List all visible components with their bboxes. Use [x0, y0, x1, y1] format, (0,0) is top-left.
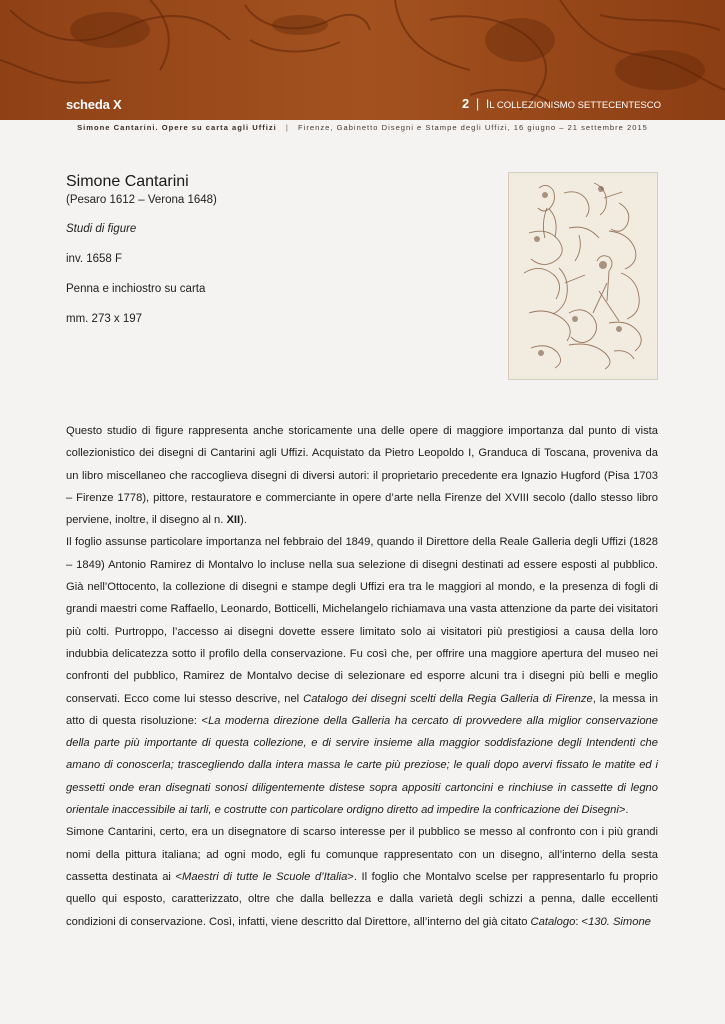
essay-body — [66, 420, 658, 933]
essay-p3-text: Simone Cantarini, certo, era un disegnatore di scarso interesse per il pubblico se messo al confronto con i più grandi nomi della pittura italiana; ad ogni modo, egli fu comunque rappresentato con un disegno, all’interno della sesta cassetta destinata ai < — [66, 826, 658, 883]
exhibition-venue-dates: Firenze, Gabinetto Disegni e Stampe degli Uffizi, 16 giugno – 21 settembre 2015 — [298, 123, 648, 132]
section-separator: | — [475, 96, 480, 111]
sketch-figures-image — [509, 173, 657, 379]
inventory-number: inv. 1658 F — [66, 253, 123, 265]
scheda-label: scheda X — [66, 97, 122, 112]
section-title-initial: I — [485, 97, 490, 111]
essay-p1-text: Questo studio di figure rappresenta anche storicamente una delle opere di maggiore importanza dal punto di vista collezionistico dei disegni di Cantarini agli Uffizi. Acquistato da Pietro Leopoldo I, Granduca di Toscana, proveniva da un libro miscellaneo che raccoglieva disegni di diversi autori: il proprietario precedente era Ignazio Hugford (Pisa 1703 – Firenze 1778), pittore, restauratore e commerciante in opere d’arte nella Firenze del XVIII secolo (dallo stesso libro perviene, inoltre, il disegno al n. — [66, 425, 658, 527]
essay-p1-end: ). — [240, 514, 247, 527]
drawing-number: XII — [226, 514, 241, 527]
drawing-thumbnail — [508, 172, 658, 380]
essay-p2-mid: , la messa in atto di questa risoluzione: < — [66, 692, 658, 727]
artist-name: Simone Cantarini — [66, 173, 189, 190]
dimensions: mm. 273 x 197 — [66, 313, 143, 325]
catalogo-ref: Catalogo — [530, 915, 576, 928]
essay-p3-tail: 130. Simone — [588, 915, 651, 928]
exhibition-subheader — [0, 120, 725, 138]
section-title — [462, 96, 661, 111]
section-title-rest: L COLLEZIONISMO SETTECENTESCO — [489, 100, 661, 111]
section-number: 2 — [462, 96, 470, 111]
medium: Penna e inchiostro su carta — [66, 283, 206, 295]
essay-p2-end: >. — [618, 804, 629, 817]
artist-dates: (Pesaro 1612 – Verona 1648) — [66, 194, 217, 206]
essay-p3-mid2: : < — [575, 915, 589, 928]
header-banner — [0, 0, 725, 120]
exhibition-title: Simone Cantarini. Opere su carta agli Uffizi — [77, 123, 277, 132]
essay-paragraph-1 — [66, 420, 658, 531]
subheader-separator: | — [285, 123, 289, 132]
montalvo-quote: La moderna direzione della Galleria ha cercato di provvedere alla miglior conservazione della parte più importante di questa collezione, e di servire insieme alla maggior soddisfazione degli Intendenti che amano di conoscerla; trascegliendo dalla intera massa le carte più preziose; le quali dopo avervi fissato le matite ed i gessetti onde eran disegnati sonosi diligentemente distese sopra appositi cartoncini e rinchiuse in cassette di legno orientale inaccessibile ai tarli, e costrutte con particolare ordigno diretto ad impedire la confricazione dei Disegni — [66, 714, 658, 817]
essay-p3-mid: >. Il foglio che Montalvo scelse per rappresentarlo fu proprio quello qui esposto, caratterizzato, oltre che dalla bellezza e dalla varietà degli schizzi a penna, dalle eccellenti condizioni di conservazione. Così, infatti, viene descritto dal Direttore, all’interno del già citato — [66, 870, 659, 928]
catalog-title: Catalogo dei disegni scelti della Regia Galleria di Firenze — [303, 692, 593, 705]
essay-paragraph-3 — [66, 821, 658, 932]
maestri-title: Maestri di tutte le Scuole d’Italia — [182, 870, 348, 883]
essay-p2-text: Il foglio assunse particolare importanza nel febbraio del 1849, quando il Direttore della Reale Galleria degli Uffizi (1828 – 1849) Antonio Ramirez di Montalvo lo incluse nella sua selezione di disegni destinati ad essere esposti al pubblico. Già nell’Ottocento, la collezione di disegni e stampe degli Uffizi era tra le maggiori al mondo, e la presenza di fogli di grandi maestri come Raffaello, Leonardo, Botticelli, Michelangelo richiamava una vasta attenzione da parte dei visitatori più colti. Purtroppo, l’accesso ai disegni dovette essere limitato solo ai visitatori più prestigiosi a causa della loro indubbia delicatezza sotto il profilo della conservazione. Fu così che, per offrire una maggiore apertura del museo nei confronti del pubblico, Ramirez de Montalvo decise di selezionare ed esporre alcuni tra i disegni più belli e meglio conservati. Ecco come lui stesso descrive, nel — [66, 536, 658, 705]
essay-paragraph-2 — [66, 531, 658, 821]
work-title: Studi di figure — [66, 223, 137, 235]
